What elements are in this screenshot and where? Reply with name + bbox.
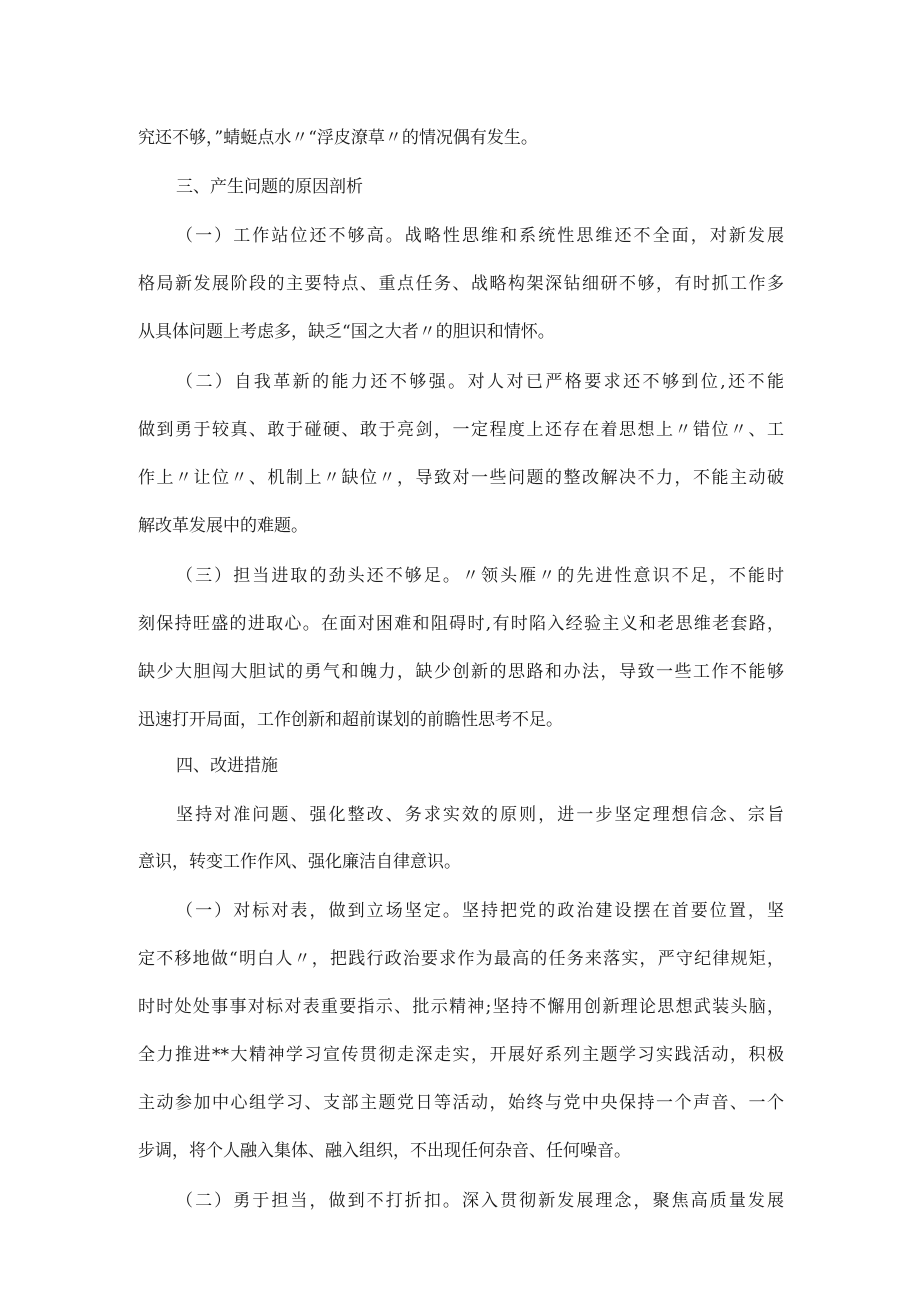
- paragraph-line: 主动参加中心组学习、支部主题党日等活动，始终与党中央保持一个声音、一个: [138, 1093, 784, 1113]
- paragraph-line: 缺少大胆闯大胆试的勇气和魄力，缺少创新的思路和办法，导致一些工作不能够: [138, 662, 784, 682]
- paragraph-line: 做到勇于较真、敢于碰硬、敢于亮剑，一定程度上还存在着思想上〃错位〃、工: [138, 420, 784, 440]
- paragraph-line: （三）担当进取的劲头还不够足。〃领头雁〃的先进性意识不足，不能时: [176, 566, 784, 586]
- paragraph-line: 坚持对准问题、强化整改、务求实效的原则，进一步坚定理想信念、宗旨: [176, 805, 784, 825]
- paragraph-line: （二）勇于担当，做到不打折扣。深入贯彻新发展理念，聚焦高质量发展: [176, 1191, 784, 1211]
- paragraph-line: 迅速打开局面，工作创新和超前谋划的前瞻性思考不足。: [138, 710, 563, 730]
- paragraph-line: 时时处处事事对标对表重要指示、批示精神;坚持不懈用创新理论思想武装头脑，: [138, 997, 784, 1017]
- paragraph-line: 全力推进**大精神学习宣传贯彻走深走实，开展好系列主题学习实践活动，积极: [138, 1045, 784, 1065]
- paragraph-line: （一）工作站位还不够高。战略性思维和系统性思维还不全面，对新发展: [176, 226, 784, 246]
- paragraph-line: 刻保持旺盛的进取心。在面对困难和阻碍时,有时陷入经验主义和老思维老套路，: [138, 614, 784, 634]
- section-heading: 四、改进措施: [176, 756, 278, 776]
- paragraph-line: 从具体问题上考虑多，缺乏“国之大者〃的胆识和情怀。: [138, 322, 555, 342]
- paragraph-line: 解改革发展中的难题。: [138, 516, 308, 536]
- paragraph-line: 作上〃让位〃、机制上〃缺位〃，导致对一些问题的整改解决不力，不能主动破: [138, 468, 784, 488]
- paragraph-line: 格局新发展阶段的主要特点、重点任务、战略构架深钻细研不够，有时抓工作多: [138, 274, 784, 294]
- paragraph-line: 意识，转变工作作风、强化廉洁自律意识。: [138, 852, 461, 872]
- paragraph-line: （二）自我革新的能力还不够强。对人对已严格要求还不够到位,还不能: [176, 372, 784, 392]
- paragraph-line: 定不移地做“明白人〃，把践行政治要求作为最高的任务来落实，严守纪律规矩，: [138, 949, 784, 969]
- section-heading: 三、产生问题的原因剖析: [176, 177, 363, 197]
- paragraph-line: （一）对标对表，做到立场坚定。坚持把党的政治建设摆在首要位置，坚: [176, 901, 784, 921]
- paragraph-line: 步调，将个人融入集体、融入组织，不出现任何杂音、任何噪音。: [138, 1141, 631, 1161]
- paragraph-line: 究还不够，”蜻蜓点水〃“浮皮潦草〃的情况偶有发生。: [138, 128, 538, 148]
